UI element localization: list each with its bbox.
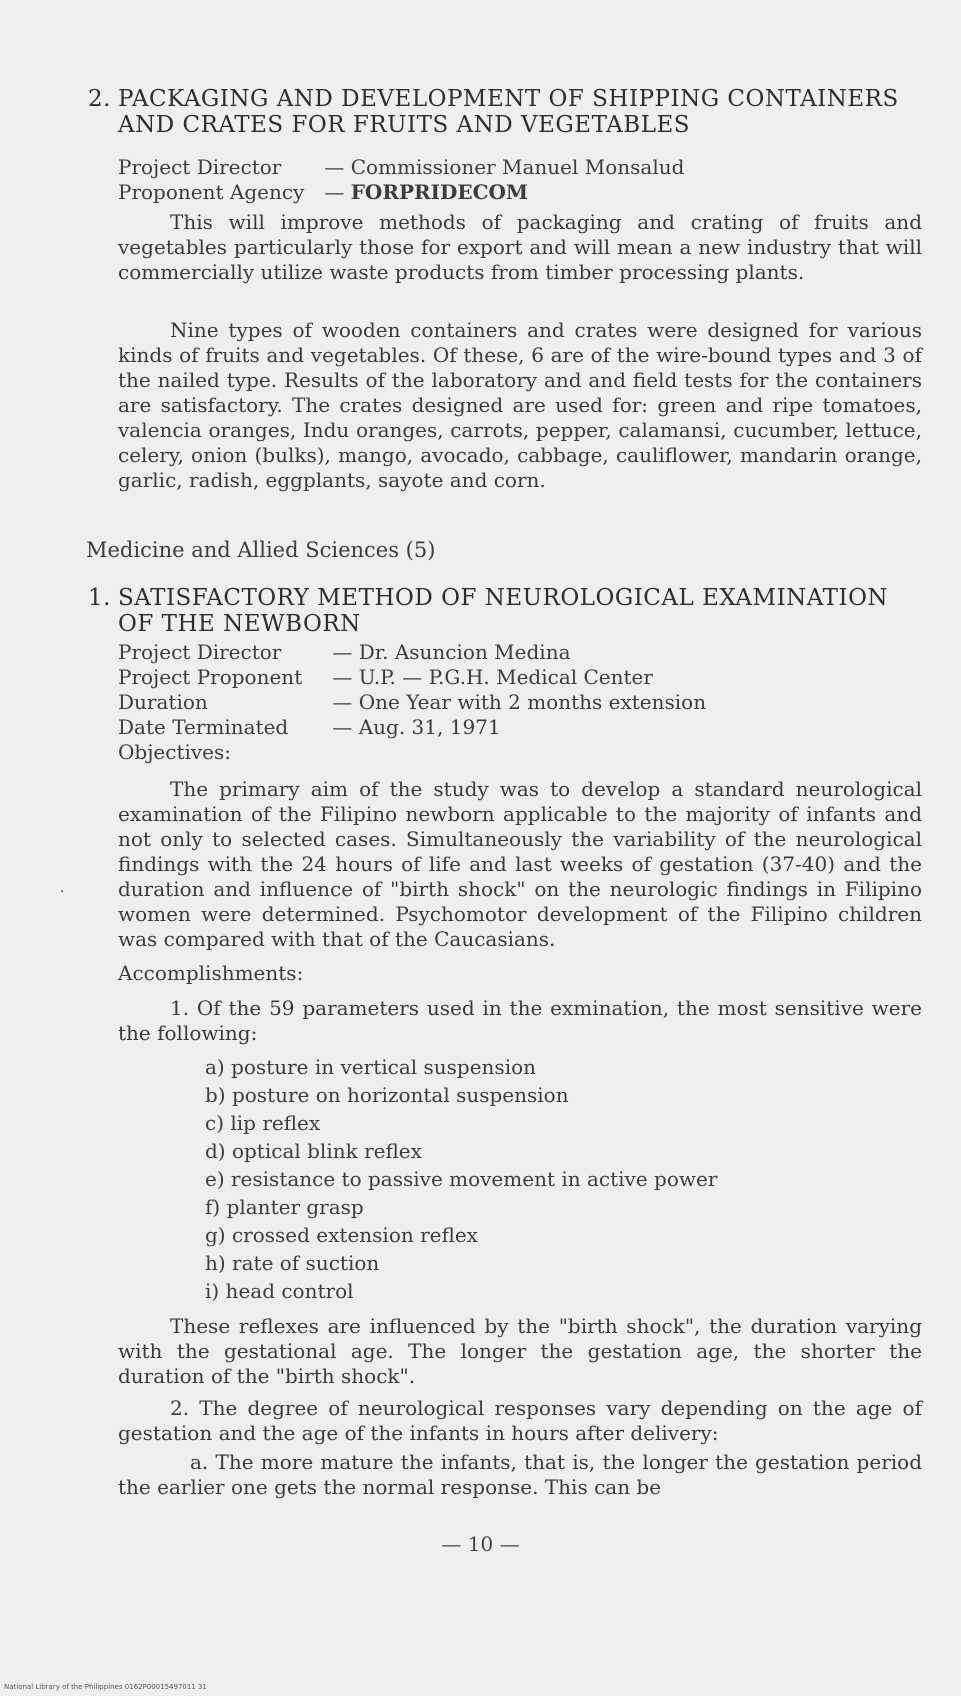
meta-sep: — [326, 690, 359, 714]
library-footer: National Library of the Philippines 0162P00015497011 31 [4, 1683, 207, 1691]
accomplishments-label: Accomplishments: [118, 961, 304, 985]
meta-sep: — [318, 180, 351, 204]
list-item: d) optical blink reflex [205, 1139, 422, 1163]
section-1-title-line2: OF THE NEWBORN [118, 611, 361, 637]
list-item: f) planter grasp [205, 1195, 364, 1219]
meta-key: Project Proponent [118, 665, 303, 689]
meta-sep: — [326, 640, 359, 664]
meta-value: Commissioner Manuel Monsalud [350, 155, 685, 179]
list-item: g) crossed extension reflex [205, 1223, 478, 1247]
meta-value: U.P. — P.G.H. Medical Center [358, 665, 653, 689]
section-1-meta [118, 640, 706, 740]
list-item: c) lip reflex [205, 1111, 321, 1135]
meta-row [118, 715, 706, 740]
accomplishment-2: 2. The degree of neurological responses vary depending on the age of gestation and the age of the infants in hours after delivery: [118, 1396, 922, 1445]
birth-shock-paragraph: These reflexes are influenced by the "birth shock", the duration varying with the gestational age. The longer the gestation age, the shorter the duration of the "birth shock". [118, 1314, 922, 1388]
meta-key: Project Director [118, 155, 282, 179]
section-2-title [88, 86, 928, 138]
accomplishment-2a: a. The more mature the infants, that is, the longer the gestation period the earlier one gets the normal response. This can be [118, 1450, 922, 1499]
accomplishment-1: 1. Of the 59 parameters used in the exmination, the most sensitive were the following: [118, 996, 922, 1045]
page-number: — 10 — [441, 1532, 520, 1556]
objectives-paragraph: The primary aim of the study was to develop a standard neurological examination of the Filipino newborn applicable to the majority of infants and not only to selected cases. Simultaneously the variability of the neurological findings with the 24 hours of life and last weeks of gestation (37-40) and the duration and influence of "birth shock" on the neurologic findings in Filipino women were determined. Psychomotor development of the Filipino children was compared with that of the Caucasians. [118, 777, 922, 951]
section-2-meta [118, 155, 684, 205]
meta-row [118, 180, 684, 205]
meta-row [118, 155, 684, 180]
medicine-heading: Medicine and Allied Sciences (5) [86, 538, 436, 562]
meta-row [118, 665, 706, 690]
meta-value: FORPRIDECOM [350, 180, 529, 204]
list-item: i) head control [205, 1279, 354, 1303]
meta-sep: — [326, 665, 359, 689]
list-item: h) rate of suction [205, 1251, 380, 1275]
margin-mark: ⸱ [60, 882, 65, 901]
meta-row [118, 690, 706, 715]
meta-sep: — [326, 715, 359, 739]
meta-sep: — [318, 155, 351, 179]
meta-value: Dr. Asuncion Medina [358, 640, 571, 664]
section-2-number: 2. [88, 86, 111, 112]
section-1-title-line1: SATISFACTORY METHOD OF NEUROLOGICAL EXAMINATION [118, 585, 889, 611]
meta-key: Date Terminated [118, 715, 289, 739]
sensitive-parameters-list [205, 1053, 717, 1305]
meta-key: Duration [118, 690, 208, 714]
list-item: e) resistance to passive movement in active power [205, 1167, 718, 1191]
meta-value: One Year with 2 months extension [358, 690, 707, 714]
section-2-paragraph-1: This will improve methods of packaging and crating of fruits and vegetables particularly those for export and will mean a new industry that will commercially utilize waste products from timber processing plants. [118, 210, 922, 284]
meta-row [118, 640, 706, 665]
meta-key: Proponent Agency [118, 180, 305, 204]
meta-key: Project Director [118, 640, 282, 664]
section-2-paragraph-2: Nine types of wooden containers and crates were designed for various kinds of fruits and vegetables. Of these, 6 are of the wire-bound types and 3 of the nailed type. Results of the laboratory and and field tests for the containers are satisfactory. The crates designed are used for: green and ripe tomatoes, valencia oranges, Indu oranges, carrots, pepper, calamansi, cucumber, lettuce, celery, onion (bulks), mango, avocado, cabbage, cauliflower, mandarin orange, garlic, radish, eggplants, sayote and corn. [118, 318, 922, 492]
meta-value: Aug. 31, 1971 [358, 715, 501, 739]
section-1-number: 1. [88, 585, 111, 611]
section-2-title-line2: AND CRATES FOR FRUITS AND VEGETABLES [118, 112, 691, 138]
section-2-title-line1: PACKAGING AND DEVELOPMENT OF SHIPPING CONTAINERS [118, 86, 899, 112]
list-item: b) posture on horizontal suspension [205, 1083, 569, 1107]
objectives-label: Objectives: [118, 740, 232, 764]
section-1-title [88, 585, 928, 637]
list-item: a) posture in vertical suspension [205, 1055, 537, 1079]
